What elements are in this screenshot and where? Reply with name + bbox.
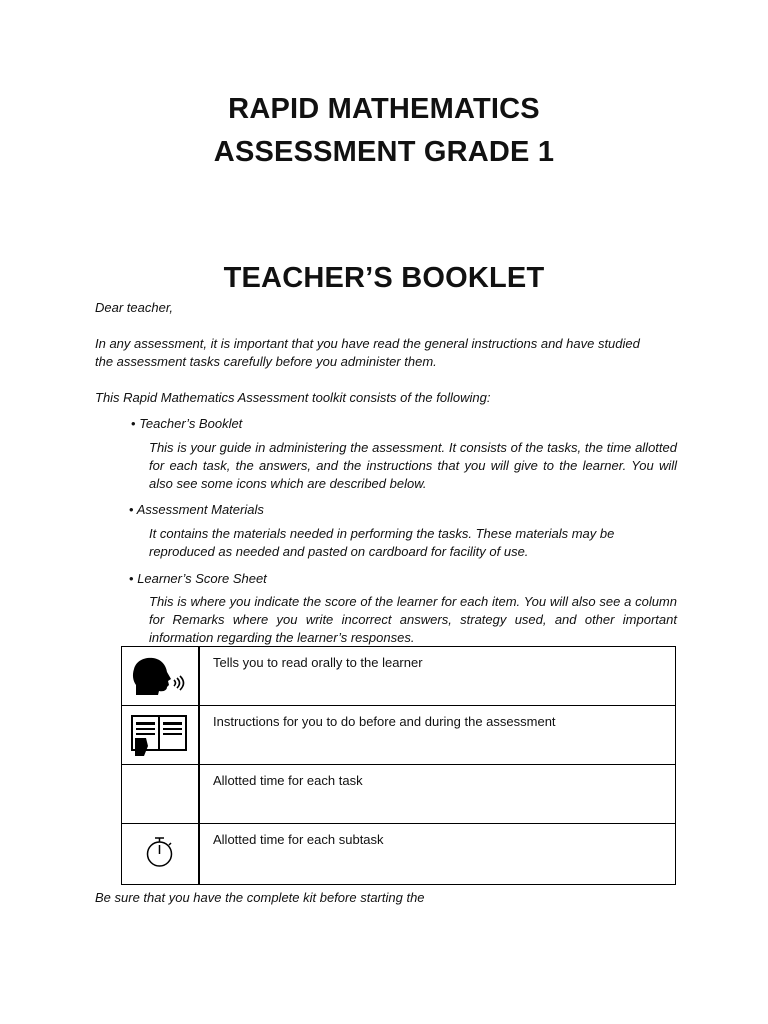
list-item-label: Learner’s Score Sheet — [137, 571, 267, 586]
icon-legend-table — [121, 646, 676, 885]
list-item-label: Teacher’s Booklet — [139, 416, 243, 431]
icon-cell-empty — [122, 765, 200, 824]
list-item-description: This is your guide in administering the assessment. It consists of the tasks, the time allotted for each task, the answers, and the instructions that you will give to the learner. You will also see some icons which are described below. — [149, 440, 677, 491]
list-item-teachers-booklet — [131, 415, 242, 433]
open-book-hand-icon — [122, 706, 198, 764]
greeting: Dear teacher, — [95, 300, 174, 315]
list-item-description: This is where you indicate the score of the learner for each item. You will also see a column for Remarks where you write incorrect answers, strategy used, and other important information regarding the learner’s responses. — [149, 594, 677, 645]
list-item-assessment-materials — [129, 501, 264, 519]
icon-cell — [122, 706, 200, 765]
icon-cell — [122, 647, 200, 706]
table-row — [122, 706, 676, 765]
document-title-line-1: RAPID MATHEMATICS — [228, 93, 540, 125]
intro-paragraph: In any assessment, it is important that you have read the general instructions and have studied the assessment tasks carefully before you administer them. — [95, 336, 640, 369]
speaking-head-icon — [122, 647, 198, 705]
list-item-label: Assessment Materials — [136, 502, 264, 517]
bullet: • — [129, 502, 134, 517]
document-title-line-2: ASSESSMENT GRADE 1 — [213, 136, 555, 168]
closing-text: Be sure that you have the complete kit before starting the — [95, 890, 425, 905]
toolkit-intro: This Rapid Mathematics Assessment toolkit consists of the following: — [95, 390, 491, 405]
list-item-description: It contains the materials needed in performing the tasks. These materials may be reproduced as needed and pasted on cardboard for facility of use. — [149, 526, 615, 559]
table-row — [122, 765, 676, 824]
icon-description: Allotted time for each task — [199, 765, 676, 824]
table-row — [122, 824, 676, 885]
bullet: • — [131, 416, 136, 431]
icon-description: Allotted time for each subtask — [199, 824, 676, 885]
stopwatch-icon — [122, 824, 198, 884]
icon-description: Tells you to read orally to the learner — [199, 647, 676, 706]
icon-cell — [122, 824, 200, 885]
bullet: • — [129, 571, 134, 586]
list-item-learners-score-sheet — [129, 570, 267, 588]
document-subtitle: TEACHER’S BOOKLET — [223, 262, 545, 294]
table-row — [122, 647, 676, 706]
icon-description: Instructions for you to do before and during the assessment — [199, 706, 676, 765]
